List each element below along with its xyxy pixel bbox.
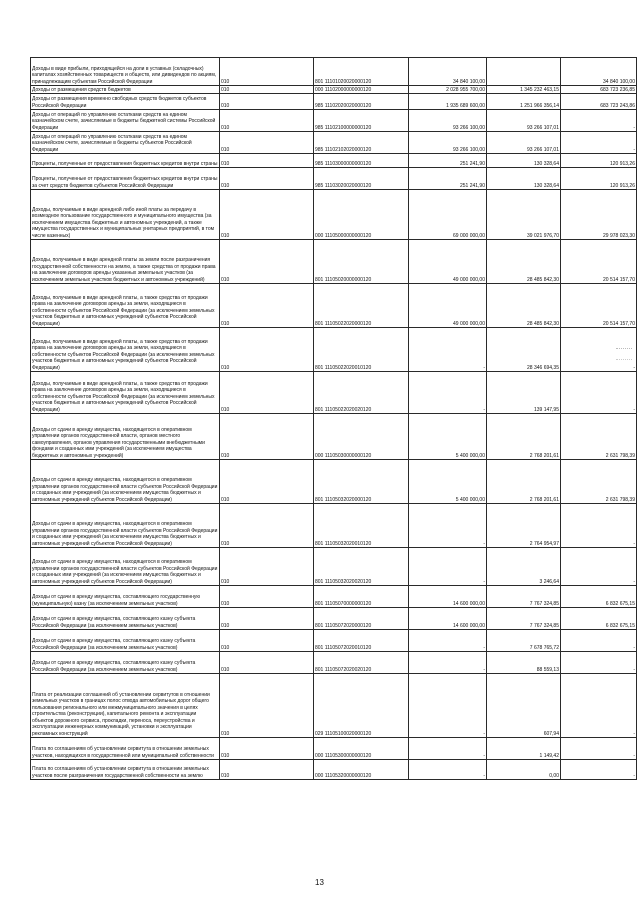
cell-code: 801 11105072020010120: [314, 630, 409, 652]
cell-name: Доходы от размещения временно свободных средств бюджетов субъектов Российской Федерации: [31, 94, 220, 110]
cell-line: 010: [220, 94, 314, 110]
cell-code: 801 11105072020020120: [314, 652, 409, 674]
cell-unexec: 683 723 236,85: [561, 86, 637, 94]
cell-line: 010: [220, 328, 314, 372]
cell-plan: 93 266 100,00: [409, 110, 487, 132]
cell-line: 010: [220, 284, 314, 328]
cell-unexec: -: [561, 110, 637, 132]
cell-name: Доходы, получаемые в виде арендной либо иной платы за передачу в возмездное пользование государственного и муниципального имущества (за исключением имущества бюджетных и автономных учреждений, а также имущества государственных и муниципальных унитарных предприятий, в том числе казенных): [31, 190, 220, 240]
cell-plan: 49 000 000,00: [409, 284, 487, 328]
report-table: [30, 57, 637, 780]
cell-fact: 7 767 324,85: [487, 608, 561, 630]
cell-plan: 69 000 000,00: [409, 190, 487, 240]
cell-name: Доходы от операций по управлению остатками средств на едином казначейском счете, зачисляемые в бюджеты субъектов Российской Федерации: [31, 132, 220, 154]
table-row: [31, 460, 637, 504]
cell-name: Доходы от сдачи в аренду имущества, находящегося в оперативном управлении органов государственной власти субъектов Российской Федерации и созданных ими учреждений (за исключением имущества бюджетных и автономных учреждений субъектов Российской Федерации): [31, 504, 220, 548]
cell-code: 985 11102020020000120: [314, 94, 409, 110]
cell-line: 010: [220, 154, 314, 168]
cell-unexec: -: [561, 328, 637, 372]
cell-plan: -: [409, 674, 487, 738]
cell-unexec: -: [561, 652, 637, 674]
cell-fact: 1 345 232 463,15: [487, 86, 561, 94]
cell-line: 010: [220, 738, 314, 760]
cell-line: 010: [220, 58, 314, 86]
cell-name: Доходы, получаемые в виде арендной платы за земли после разграничения государственной собственности на землю, а также средства от продажи права на заключение договоров аренды указанных земельных участков (за исключением земельных участков бюджетных и автономных учреждений): [31, 240, 220, 284]
cell-name: Доходы от операций по управлению остатками средств на едином казначейском счете, зачисляемые в бюджеты бюджетной системы Российской Федерации: [31, 110, 220, 132]
cell-code: 801 11105022020010120: [314, 328, 409, 372]
cell-code: 801 11105022020020120: [314, 372, 409, 414]
cell-code: 985 11102102020000120: [314, 132, 409, 154]
cell-plan: 1 935 689 600,00: [409, 94, 487, 110]
cell-fact: 1 251 966 356,14: [487, 94, 561, 110]
cell-fact: 7 678 765,72: [487, 630, 561, 652]
cell-fact: 93 266 107,01: [487, 110, 561, 132]
cell-code: 985 11102100000000120: [314, 110, 409, 132]
margin-scan-mark: [616, 348, 632, 360]
cell-name: Плата от реализации соглашений об установлении сервитутов в отношении земельных участков в границах полос отвода автомобильных дорог общего пользования регионального или межмуниципального значения в целях строительства (реконструкции), капитального ремонта и эксплуатации объектов дорожного сервиса, прокладки, переноса, переустройства и эксплуатации инженерных коммуникаций, установки и эксплуатации рекламных конструкций: [31, 674, 220, 738]
cell-code: 801 11101020020000120: [314, 58, 409, 86]
cell-unexec: 29 978 023,30: [561, 190, 637, 240]
table-row: [31, 154, 637, 168]
cell-fact: 130 328,64: [487, 154, 561, 168]
report-table-body: [31, 58, 637, 780]
cell-fact: 28 346 694,35: [487, 328, 561, 372]
cell-unexec: 120 913,26: [561, 154, 637, 168]
cell-code: 000 11105300000000120: [314, 738, 409, 760]
cell-fact: 28 485 842,30: [487, 240, 561, 284]
cell-line: 010: [220, 132, 314, 154]
cell-plan: 14 600 000,00: [409, 586, 487, 608]
cell-name: Плата по соглашениям об установлении сервитута в отношении земельных участков после разграничения государственной собственности на землю: [31, 760, 220, 780]
cell-line: 010: [220, 586, 314, 608]
table-row: [31, 284, 637, 328]
cell-line: 010: [220, 190, 314, 240]
cell-plan: -: [409, 738, 487, 760]
cell-unexec: -: [561, 548, 637, 586]
table-row: [31, 132, 637, 154]
cell-fact: 3 246,64: [487, 548, 561, 586]
table-row: [31, 190, 637, 240]
page-number: 13: [315, 878, 324, 887]
cell-code: 801 11105022020000120: [314, 284, 409, 328]
cell-code: 985 11103020020000120: [314, 168, 409, 190]
cell-plan: -: [409, 328, 487, 372]
table-row: [31, 240, 637, 284]
cell-unexec: -: [561, 372, 637, 414]
cell-code: 000 11102000000000120: [314, 86, 409, 94]
cell-line: 010: [220, 548, 314, 586]
cell-fact: 28 485 842,30: [487, 284, 561, 328]
cell-unexec: 683 723 243,86: [561, 94, 637, 110]
cell-line: 010: [220, 86, 314, 94]
cell-name: Доходы от сдачи в аренду имущества, составляющего казну субъекта Российской Федерации (за исключением земельных участков): [31, 630, 220, 652]
cell-name: Проценты, полученные от предоставления бюджетных кредитов внутри страны: [31, 154, 220, 168]
cell-unexec: -: [561, 132, 637, 154]
cell-fact: 139 147,95: [487, 372, 561, 414]
cell-line: 010: [220, 608, 314, 630]
cell-unexec: 20 514 157,70: [561, 284, 637, 328]
cell-fact: [487, 58, 561, 86]
cell-plan: 14 600 000,00: [409, 608, 487, 630]
cell-plan: 5 400 000,00: [409, 460, 487, 504]
cell-fact: 39 021 976,70: [487, 190, 561, 240]
cell-name: Доходы от сдачи в аренду имущества, составляющего казну субъекта Российской Федерации (за исключением земельных участков): [31, 608, 220, 630]
cell-code: 801 11105032020000120: [314, 460, 409, 504]
cell-code: 801 11105032020020120: [314, 548, 409, 586]
cell-fact: 93 266 107,01: [487, 132, 561, 154]
cell-line: 010: [220, 630, 314, 652]
cell-unexec: -: [561, 630, 637, 652]
table-row: [31, 652, 637, 674]
cell-code: 029 11105100020000120: [314, 674, 409, 738]
cell-plan: -: [409, 504, 487, 548]
cell-line: 010: [220, 760, 314, 780]
cell-unexec: 6 832 675,15: [561, 608, 637, 630]
table-row: [31, 738, 637, 760]
cell-unexec: 34 840 100,00: [561, 58, 637, 86]
cell-code: 000 11105320000000120: [314, 760, 409, 780]
table-row: [31, 630, 637, 652]
cell-code: 000 11105030000000120: [314, 414, 409, 460]
cell-name: Доходы от сдачи в аренду имущества, составляющего казну субъекта Российской Федерации (за исключением земельных участков): [31, 652, 220, 674]
cell-line: 010: [220, 460, 314, 504]
cell-fact: 130 328,64: [487, 168, 561, 190]
cell-plan: 34 840 100,00: [409, 58, 487, 86]
table-row: [31, 548, 637, 586]
table-row: [31, 58, 637, 86]
cell-plan: -: [409, 630, 487, 652]
cell-line: 010: [220, 110, 314, 132]
cell-fact: 2 768 201,61: [487, 460, 561, 504]
cell-name: Доходы от сдачи в аренду имущества, находящегося в оперативном управлении органов государственной власти субъектов Российской Федерации и созданных ими учреждений (за исключением имущества бюджетных и автономных учреждений субъектов Российской Федерации): [31, 548, 220, 586]
cell-line: 010: [220, 168, 314, 190]
cell-name: Доходы от сдачи в аренду имущества, составляющего государственную (муниципальную) казну (за исключением земельных участков): [31, 586, 220, 608]
cell-line: 010: [220, 240, 314, 284]
cell-fact: 2 768 201,61: [487, 414, 561, 460]
cell-name: Доходы от размещения средств бюджетов: [31, 86, 220, 94]
cell-fact: 7 767 324,85: [487, 586, 561, 608]
cell-name: Доходы, получаемые в виде арендной платы, а также средства от продажи права на заключение договоров аренды за земли, находящиеся в собственности субъектов Российской Федерации (за исключением земельных участков бюджетных и автономных учреждений субъектов Российской Федерации): [31, 328, 220, 372]
cell-plan: 251 241,90: [409, 168, 487, 190]
cell-code: 985 11103000000000120: [314, 154, 409, 168]
cell-plan: 93 266 100,00: [409, 132, 487, 154]
cell-line: 010: [220, 504, 314, 548]
cell-code: 801 11105032020010120: [314, 504, 409, 548]
table-row: [31, 586, 637, 608]
cell-plan: -: [409, 548, 487, 586]
cell-unexec: 20 514 157,70: [561, 240, 637, 284]
cell-name: Плата по соглашениям об установлении сервитута в отношении земельных участков, находящихся в государственной или муниципальной собственности: [31, 738, 220, 760]
cell-unexec: 6 832 675,15: [561, 586, 637, 608]
cell-unexec: -: [561, 504, 637, 548]
cell-code: 801 11105070000000120: [314, 586, 409, 608]
cell-line: 010: [220, 674, 314, 738]
table-row: [31, 674, 637, 738]
cell-name: Доходы, получаемые в виде арендной платы, а также средства от продажи права на заключение договоров аренды за земли, находящиеся в собственности субъектов Российской Федерации (за исключением земельных участков бюджетных и автономных учреждений субъектов Российской Федерации): [31, 372, 220, 414]
cell-plan: 5 400 000,00: [409, 414, 487, 460]
cell-code: 801 11105020000000120: [314, 240, 409, 284]
table-row: [31, 414, 637, 460]
cell-unexec: 2 631 798,39: [561, 460, 637, 504]
table-row: [31, 86, 637, 94]
cell-plan: -: [409, 760, 487, 780]
cell-name: Доходы от сдачи в аренду имущества, находящегося в оперативном управлении органов государственной власти, органов местного самоуправления, органов управления государственными внебюджетными фондами и созданных ими учреждений (за исключением имущества бюджетных и автономных учреждений): [31, 414, 220, 460]
cell-code: 801 11105072020000120: [314, 608, 409, 630]
cell-name: Проценты, полученные от предоставления бюджетных кредитов внутри страны за счет средств бюджетов субъектов Российской Федерации: [31, 168, 220, 190]
table-row: [31, 328, 637, 372]
cell-name: Доходы, получаемые в виде арендной платы, а также средства от продажи права на заключение договоров аренды за земли, находящиеся в собственности субъектов Российской Федерации (за исключением земельных участков бюджетных и автономных учреждений субъектов Российской Федерации): [31, 284, 220, 328]
cell-fact: 2 764 954,97: [487, 504, 561, 548]
table-row: [31, 760, 637, 780]
cell-plan: 2 028 955 700,00: [409, 86, 487, 94]
table-row: [31, 608, 637, 630]
cell-fact: 0,00: [487, 760, 561, 780]
cell-unexec: -: [561, 760, 637, 780]
table-row: [31, 168, 637, 190]
table-row: [31, 110, 637, 132]
cell-line: 010: [220, 414, 314, 460]
cell-code: 000 11105000000000120: [314, 190, 409, 240]
cell-plan: -: [409, 372, 487, 414]
cell-line: 010: [220, 372, 314, 414]
cell-name: Доходы от сдачи в аренду имущества, находящегося в оперативном управлении органов государственной власти субъектов Российской Федерации и созданных ими учреждений (за исключением имущества бюджетных и автономных учреждений субъектов Российской Федерации): [31, 460, 220, 504]
cell-plan: -: [409, 652, 487, 674]
cell-name: Доходы в виде прибыли, приходящейся на доли в уставных (складочных) капиталах хозяйственных товариществ и обществ, или дивидендов по акциям, принадлежащим субъектам Российской Федерации: [31, 58, 220, 86]
table-row: [31, 94, 637, 110]
cell-unexec: 2 631 798,39: [561, 414, 637, 460]
cell-plan: 49 000 000,00: [409, 240, 487, 284]
cell-fact: 1 149,42: [487, 738, 561, 760]
cell-unexec: 120 913,26: [561, 168, 637, 190]
cell-fact: 88 559,13: [487, 652, 561, 674]
cell-fact: 607,94: [487, 674, 561, 738]
table-row: [31, 504, 637, 548]
cell-plan: 251 241,90: [409, 154, 487, 168]
table-row: [31, 372, 637, 414]
cell-unexec: -: [561, 738, 637, 760]
cell-line: 010: [220, 652, 314, 674]
cell-unexec: -: [561, 674, 637, 738]
